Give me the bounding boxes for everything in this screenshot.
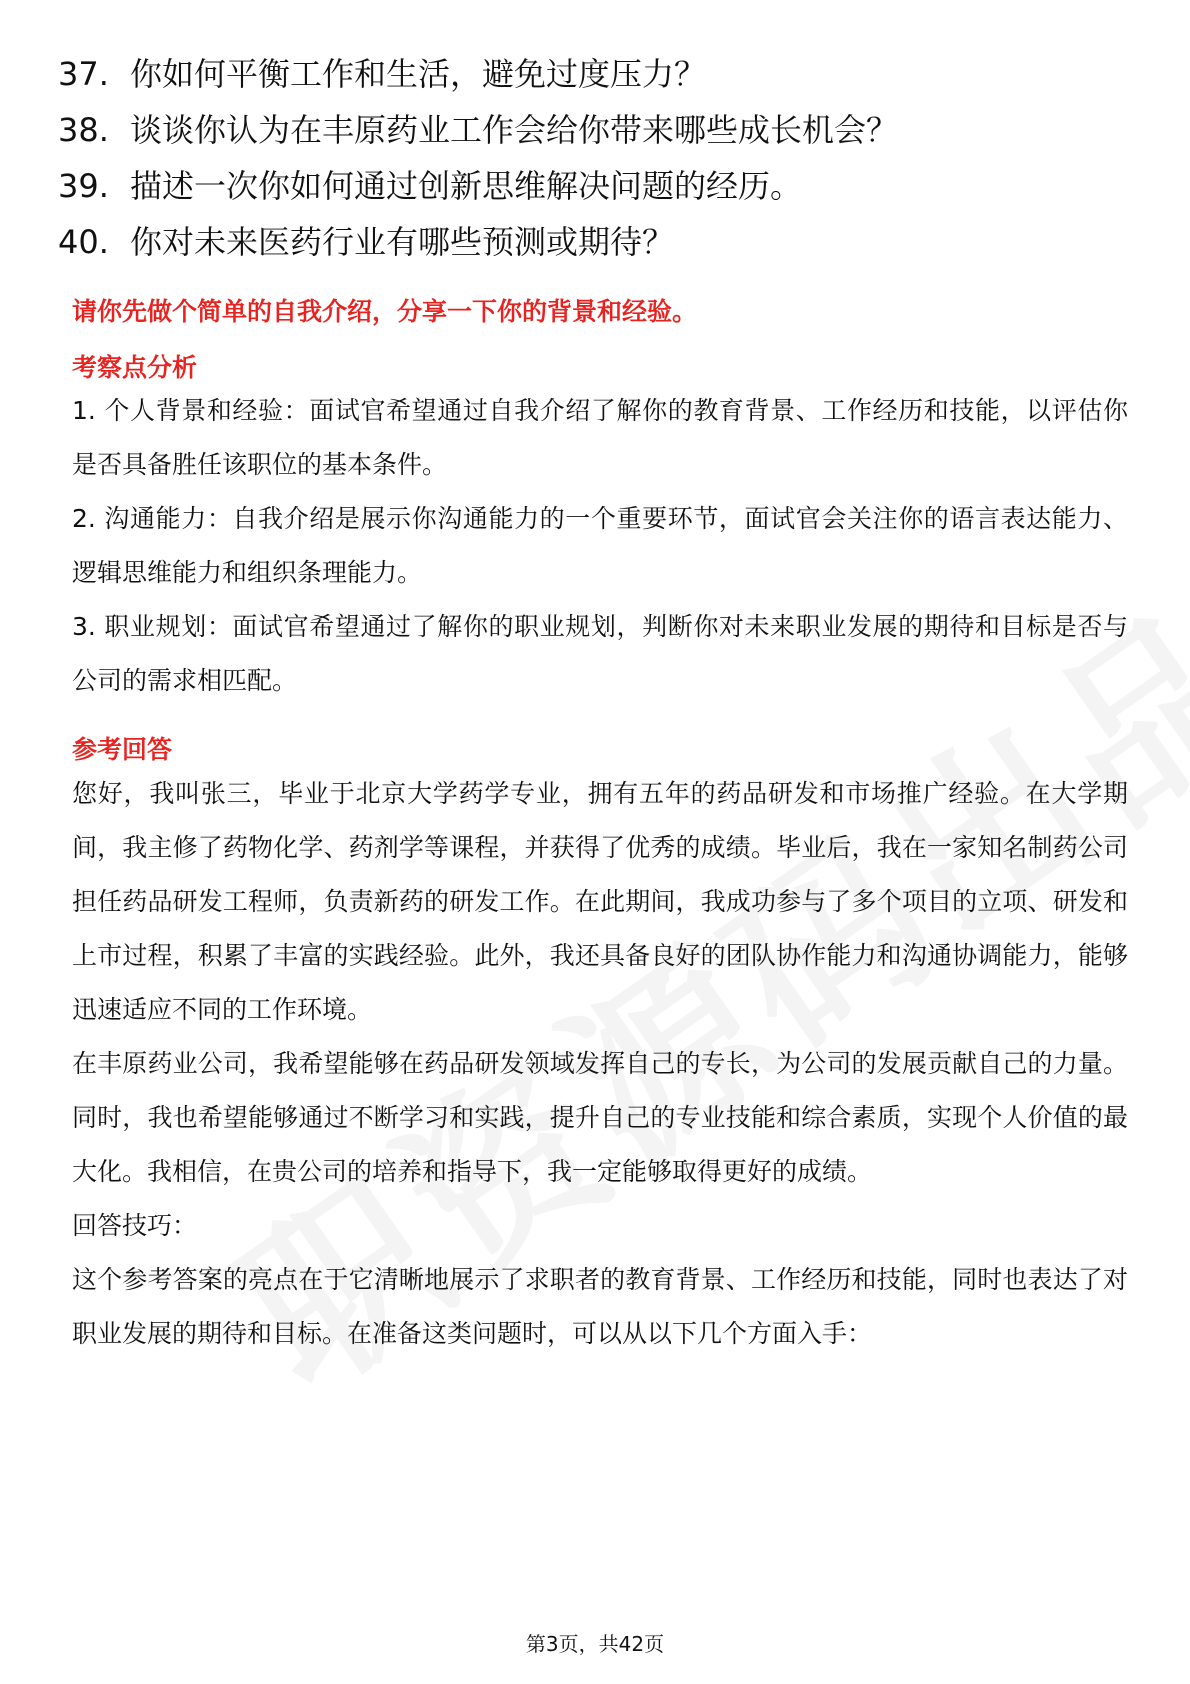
section-question-heading: 请你先做个简单的自我介绍，分享一下你的背景和经验。 [72,297,698,326]
analysis-point: 1. 个人背景和经验：面试官希望通过自我介绍了解你的教育背景、工作经历和技能，以评估你是否具备胜任该职位的基本条件。 [72,396,1128,479]
analysis-heading: 考察点分析 [72,353,198,382]
question-text: 你如何平衡工作和生活，避免过度压力？ [130,55,707,93]
question-item [58,46,1138,102]
reference-paragraph: 您好，我叫张三，毕业于北京大学药学专业，拥有五年的药品研发和市场推广经验。在大学期间，我主修了药物化学、药剂学等课程，并获得了优秀的成绩。毕业后，我在一家知名制药公司担任药品研发工程师，负责新药的研发工作。在此期间，我成功参与了多个项目的立项、研发和上市过程，积累了丰富的实践经验。此外，我还具备良好的团队协作能力和沟通协调能力，能够迅速适应不同的工作环境。 [72,779,1128,1024]
question-number: 38. [58,111,109,149]
question-item [58,102,1138,158]
answer-tips-label: 回答技巧： [72,1211,198,1240]
analysis-point: 3. 职业规划：面试官希望通过了解你的职业规划，判断你对未来职业发展的期待和目标是否与公司的需求相匹配。 [72,612,1128,695]
reference-paragraph: 这个参考答案的亮点在于它清晰地展示了求职者的教育背景、工作经历和技能，同时也表达了对职业发展的期待和目标。在准备这类问题时，可以从以下几个方面入手： [72,1265,1128,1348]
question-text: 描述一次你如何通过创新思维解决问题的经历。 [130,167,803,205]
reference-heading: 参考回答 [72,735,173,764]
reference-answer [72,767,1128,1361]
question-list [58,46,1138,270]
analysis-points [72,384,1128,708]
question-text: 谈谈你认为在丰原药业工作会给你带来哪些成长机会？ [130,111,899,149]
question-number: 39. [58,167,109,205]
question-number: 40. [58,223,109,261]
reference-paragraph: 在丰原药业公司，我希望能够在药品研发领域发挥自己的专长，为公司的发展贡献自己的力量。同时，我也希望能够通过不断学习和实践，提升自己的专业技能和综合素质，实现个人价值的最大化。我相信，在贵公司的培养和指导下，我一定能够取得更好的成绩。 [72,1049,1128,1186]
analysis-point: 2. 沟通能力：自我介绍是展示你沟通能力的一个重要环节，面试官会关注你的语言表达能力、逻辑思维能力和组织条理能力。 [72,504,1128,587]
question-item [58,158,1138,214]
question-item [58,214,1138,270]
page-footer: 第3页，共42页 [525,1632,665,1656]
question-text: 你对未来医药行业有哪些预测或期待？ [130,223,675,261]
question-number: 37. [58,55,109,93]
